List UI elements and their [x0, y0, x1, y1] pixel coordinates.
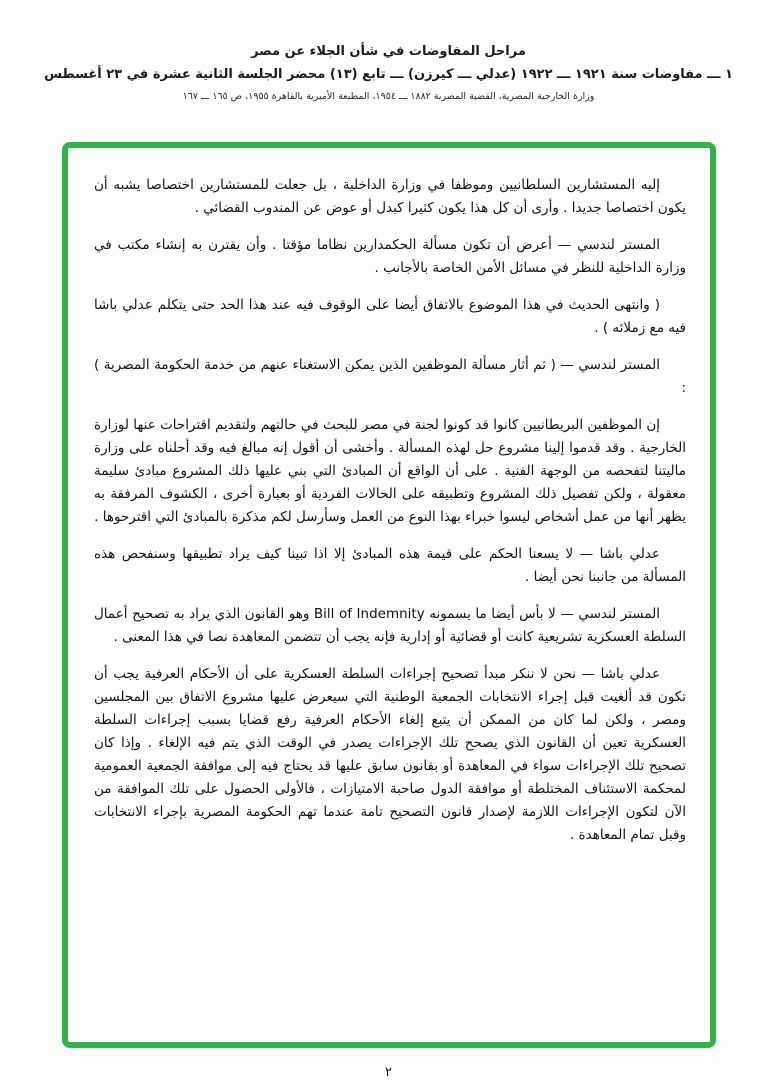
source-citation: وزارة الخارجية المصرية، القضية المصرية ١٨٨٢ ـــ ١٩٥٤، المطبعة الأميرية بالقاهرة ١٩٥٥، ص ١٦٥ ـــ ١٦٧ — [182, 91, 595, 102]
paragraph-4: المستر لندسي — ( ثم أثار مسألة الموظفين الذين يمكن الاستغناء عنهم من خدمة الحكومة المصرية ) : — [94, 357, 686, 396]
document-header — [0, 44, 777, 102]
session-heading: ١ ـــ مفاوضات سنة ١٩٢١ ـــ ١٩٢٢ (عدلي ـــ كيرزن) ـــ تابع (١٣) محضر الجلسة الثانية عشرة في ٢٣ أغسطس — [44, 67, 733, 82]
paragraph-5: إن الموظفين البريطانيين كانوا قد كونوا لجنة في مصر للبحث في حالتهم ولتقديم اقتراحات عنها لوزارة الخارجية . وقد قدموا إلينا مشروع حل لهذه المسألة . وأخشى أن أقول إنه مبالغ فيه وقد أحلناه على وزارة ماليتنا لتفحصه من الوجهة الفنية . على أن الواقع أن المبادئ التي بني عليها ذلك المشروع مبادئ سليمة معقولة ، ولكن تفصيل ذلك المشروع وتطبيقه على الحالات الفردية أو بعبارة أخرى ، الكشوف المرفقة به يظهر أنها من عمل أشخاص ليسوا خبراء بهذا النوع من العمل وسأرسل لكم مذكرة بالمبادئ التي اقترحوها . — [94, 417, 686, 525]
paragraph-2: المستر لندسي — أعرض أن تكون مسألة الحكمدارين نظاما مؤقتا . وأن يقترن به إنشاء مكتب في وزارة الداخلية للنظر في مسائل الأمن الخاصة بالأجانب . — [94, 237, 686, 276]
page-number: ٢ — [385, 1065, 392, 1080]
paragraph-6: عدلي باشا — لا يسعنا الحكم على قيمة هذه المبادئ إلا اذا تبينا كيف يراد تطبيقها وسنفحص هذه المسألة من جانبنا نحن أيضا . — [94, 546, 686, 585]
paragraph-1: إليه المستشارين السلطانيين وموظفا في وزارة الداخلية ، بل جعلت للمستشارين اختصاصا يشبه أن يكون اختصاصا جديدا . وأرى أن كل هذا يكون كثيرا كبدل أو عوض عن المندوب القضائي . — [94, 177, 686, 216]
highlight-border-box — [62, 142, 716, 1048]
document-body-text — [68, 148, 710, 867]
document-title: مراحل المفاوضات في شأن الجلاء عن مصر — [251, 44, 526, 59]
paragraph-8: عدلي باشا — نحن لا ننكر مبدأ تصحيح إجراءات السلطة العسكرية على أن الأحكام العرفية يجب أن تكون قد ألغيت قبل إجراء الانتخابات الجمعية الوطنية التي سيعرض عليها مشروع الاتفاق بين المجلسين ومصر ، ولكن لما كان من الممكن أن يتبع إلغاء الأحكام العرفية رفع قضايا بسبب إجراءات السلطة العسكرية تعين أن القانون الذي يصحح تلك الإجراءات يصدر في الوقت الذي يتم فيه الإلغاء . وإذا كان تصحيح تلك الإجراءات سواء في المعاهدة أو بقانون سابق عليها قد يحتاج فيه إلى موافقة الجمعية العمومية لمحكمة الاستئناف المختلطة أو موافقة الدول صاحبة الامتيازات ، فالأولى الحصول على تلك الموافقة من الآن لتكون الإجراءات اللازمة لإصدار قانون التصحيح تامة عندما تهم الحكومة المصرية بإجراء الانتخابات وقبل تمام المعاهدة . — [94, 666, 686, 843]
paragraph-7: المستر لندسي — لا بأس أيضا ما يسمونه Bill of Indemnity وهو القانون الذي يراد به تصحيح أعمال السلطة العسكرية تشريعية كانت أو قضائية أو إدارية فإنه يجب أن تتضمن المعاهدة نصا في هذا المعنى . — [94, 606, 686, 645]
paragraph-3: ( وانتهى الحديث في هذا الموضوع بالاتفاق أيضا على الوقوف فيه عند هذا الحد حتى يتكلم عدلي باشا فيه مع زملائه ) . — [94, 297, 686, 336]
